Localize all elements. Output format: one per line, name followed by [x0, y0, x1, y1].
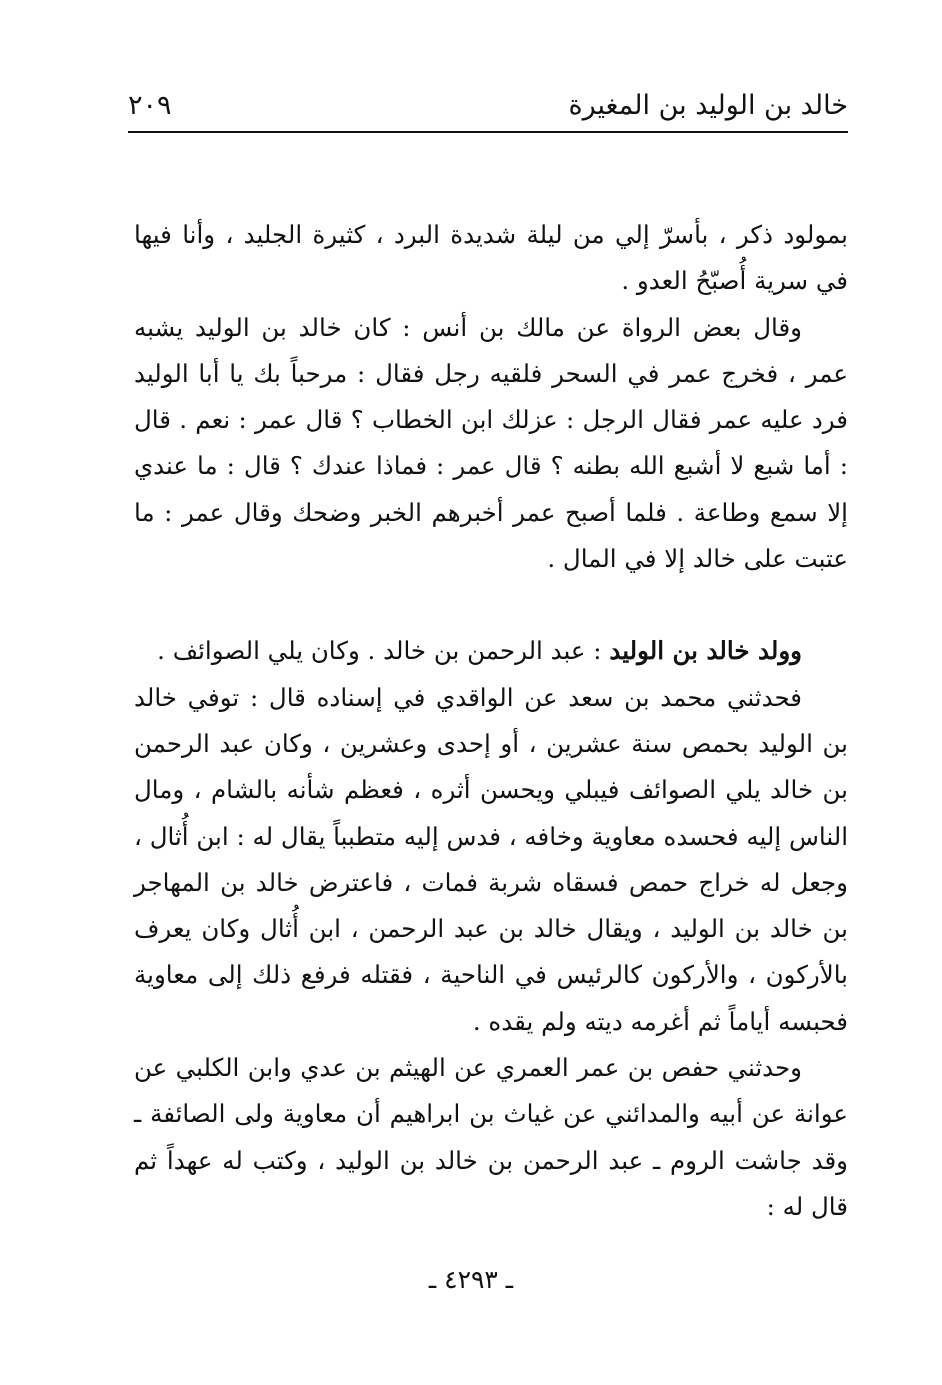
page-header — [128, 86, 848, 130]
running-title: خالد بن الوليد بن المغيرة — [568, 90, 848, 121]
section-heading-rest: : عبد الرحمن بن خالد . وكان يلي الصوائف . — [157, 636, 610, 666]
paragraph-4: فحدثني محمد بن سعد عن الواقدي في إسناده قال : توفي خالد بن الوليد بحمص سنة عشرين ، أو إحدى وعشرين ، وكان عبد الرحمن بن خالد يلي الصوائف فيبلي ويحسن أثره ، فعظم شأنه بالشام ، ومال الناس إليه فحسده معاوية وخافه ، فدس إليه متطبباً يقال له : ابن أُثال ، وجعل له خراج حمص فسقاه شربة فمات ، فاعترض خالد بن المهاجر بن خالد بن الوليد ، ويقال خالد بن عبد الرحمن ، ابن أُثال وكان يعرف بالأركون ، والأركون كالرئيس في الناحية ، فقتله فرفع ذلك إلى معاوية فحبسه أياماً ثم أغرمه ديته ولم يقده . — [134, 682, 848, 1036]
paragraph-2: وقال بعض الرواة عن مالك بن أنس : كان خالد بن الوليد يشبه عمر ، فخرج عمر في السحر فلقيه رجل فقال : مرحباً بك يا أبا الوليد فرد عليه عمر فقال الرجل : عزلك ابن الخطاب ؟ قال عمر : نعم . قال : أما شبع لا أشبع الله بطنه ؟ قال عمر : فماذا عندك ؟ قال : ما عندي إلا سمع وطاعة . فلما أصبح عمر أخبرهم الخبر وضحك وقال عمر : ما عتبت على خالد إلا في المال . — [134, 312, 848, 574]
paragraph-1: بمولود ذكر ، بأسرّ إلي من ليلة شديدة البرد ، كثيرة الجليد ، وأنا فيها في سرية أُصبّحُ العدو . — [134, 220, 848, 296]
header-rule — [128, 131, 848, 133]
body-text — [134, 212, 848, 1230]
page-number: ٢٠٩ — [128, 90, 172, 121]
paragraph-5: وحدثني حفص بن عمر العمري عن الهيثم بن عدي وابن الكلبي عن عوانة عن أبيه والمدائني عن غياث بن ابراهيم أن معاوية ولى الصائفة ـ وقد جاشت الروم ـ عبد الرحمن بن خالد بن الوليد ، وكتب له عهداً ثم قال له : — [134, 1053, 848, 1221]
volume-page-number: ـ ٤٢٩٣ ـ — [428, 1265, 514, 1294]
section-heading: وولد خالد بن الوليد — [609, 636, 802, 666]
paragraph-3 — [134, 628, 848, 674]
